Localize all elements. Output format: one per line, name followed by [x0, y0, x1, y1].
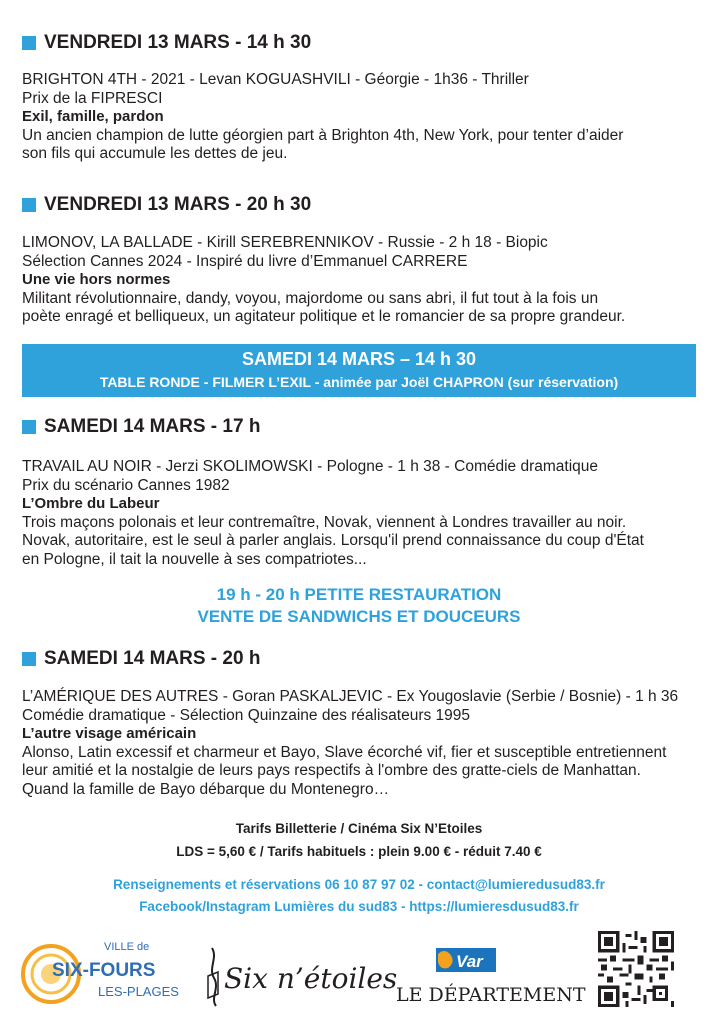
banner-date: SAMEDI 14 MARS – 14 h 30	[241, 349, 477, 369]
bullet-square-icon	[22, 420, 36, 434]
six-fours-ville-text: VILLE de	[104, 941, 150, 953]
synopsis-line: poète enragé et belliqueux, un agitateur politique et le romancier de sa propre grandeur.	[22, 308, 626, 325]
film-theme: Une vie hors normes	[22, 271, 171, 288]
film-block-2	[22, 234, 702, 327]
synopsis-line: Novak, autoritaire, est le seul à parler anglais. Lorsqu'il prend connaissance du coup d'État	[22, 532, 644, 549]
heading-text: VENDREDI 13 MARS - 14 h 30	[44, 32, 312, 53]
synopsis-line: Alonso, Latin excessif et charmeur et Bayo, Slave écorché vif, fier et susceptible entretiennent	[22, 743, 667, 761]
var-badge-text: Var	[456, 952, 483, 971]
banner-subtitle: TABLE RONDE - FILMER L’EXIL - animée par Joël CHAPRON (sur réservation)	[99, 374, 619, 390]
departement-text: LE DÉPARTEMENT	[396, 984, 586, 1006]
qr-code[interactable]	[598, 931, 674, 1007]
film-title: L’AMÉRIQUE DES AUTRES	[22, 688, 219, 705]
film-theme: L’autre visage américain	[22, 725, 197, 742]
section-heading-1	[22, 32, 311, 54]
film-award: Prix du scénario Cannes 1982	[22, 476, 230, 494]
synopsis-line: son fils qui accumule les dettes de jeu.	[22, 145, 288, 162]
synopsis-line: leur amitié et la nostalgie de leurs pays respectifs à l'ombre des gratte-ciels de Manhattan.	[22, 762, 641, 779]
film-title: BRIGHTON 4TH	[22, 71, 138, 88]
synopsis-line: Quand la famille de Bayo débarque du Montenegro…	[22, 780, 390, 798]
film-theme: L’Ombre du Labeur	[22, 495, 160, 512]
synopsis-line: Trois maçons polonais et leur contremaître, Novak, viennent à Londres travailler au noir.	[22, 513, 627, 531]
film-meta: - Jerzi SKOLIMOWSKI - Pologne - 1 h 38 - Comédie dramatique	[151, 458, 599, 475]
synopsis-line: en Pologne, il tait la nouvelle à ses compatriotes...	[22, 550, 367, 568]
tarifs-block	[0, 817, 718, 863]
bullet-square-icon	[22, 198, 36, 212]
film-title: LIMONOV, LA BALLADE	[22, 234, 193, 251]
film-block-1	[22, 71, 702, 164]
synopsis-line: Un ancien champion de lutte géorgien part à Brighton 4th, New York, pour tenter d’aider	[22, 126, 624, 144]
sponsor-logos	[0, 928, 718, 1018]
film-block-3	[22, 458, 702, 569]
contact-block	[0, 874, 718, 918]
film-theme: Exil, famille, pardon	[22, 108, 164, 125]
section-heading-3	[22, 416, 260, 438]
film-title: TRAVAIL AU NOIR	[22, 458, 152, 475]
film-meta: - Goran PASKALJEVIC - Ex Yougoslavie (Serbie / Bosnie) - 1 h 36	[218, 688, 679, 705]
section-heading-2	[22, 194, 311, 216]
restauration-line: VENTE DE SANDWICHS ET DOUCEURS	[197, 607, 521, 626]
var-departement-logo	[392, 946, 586, 1008]
synopsis-line: Militant révolutionnaire, dandy, voyou, majordome ou sans abri, il fut tout à la fois un	[22, 289, 599, 307]
cinema-name-text: Six n’étoiles	[224, 962, 398, 995]
six-fours-name-text: SIX-FOURS	[52, 960, 156, 981]
film-award: Comédie dramatique - Sélection Quinzaine des réalisateurs 1995	[22, 706, 471, 724]
bullet-square-icon	[22, 36, 36, 50]
restauration-line: 19 h - 20 h PETITE RESTAURATION	[216, 585, 502, 604]
heading-text: SAMEDI 14 MARS - 20 h	[44, 648, 261, 669]
six-etoiles-cinema-logo	[200, 938, 398, 1010]
film-meta: - 2021 - Levan KOGUASHVILI - Géorgie - 1h36 - Thriller	[137, 71, 529, 88]
restauration-notice	[0, 584, 718, 628]
tarifs-prices: LDS = 5,60 € / Tarifs habituels : plein 9.00 € - réduit 7.40 €	[176, 844, 542, 859]
bullet-square-icon	[22, 652, 36, 666]
table-ronde-banner	[22, 344, 696, 397]
six-fours-logo	[18, 936, 179, 1006]
contact-social-website[interactable]: Facebook/Instagram Lumières du sud83 - https://lumieresdusud83.fr	[139, 899, 579, 914]
film-block-4	[22, 688, 702, 799]
contact-phone-email[interactable]: Renseignements et réservations 06 10 87 97 02 - contact@lumieredusud83.fr	[113, 877, 605, 892]
six-fours-sub-text: LES-PLAGES	[98, 984, 179, 999]
film-meta: - Kirill SEREBRENNIKOV - Russie - 2 h 18 - Biopic	[192, 234, 548, 251]
heading-text: SAMEDI 14 MARS - 17 h	[44, 416, 261, 437]
section-heading-4	[22, 648, 260, 670]
heading-text: VENDREDI 13 MARS - 20 h 30	[44, 194, 312, 215]
tarifs-title: Tarifs Billetterie / Cinéma Six N’Etoiles	[235, 821, 483, 836]
film-award: Prix de la FIPRESCI	[22, 89, 163, 107]
film-award: Sélection Cannes 2024 - Inspiré du livre d’Emmanuel CARRERE	[22, 252, 468, 270]
